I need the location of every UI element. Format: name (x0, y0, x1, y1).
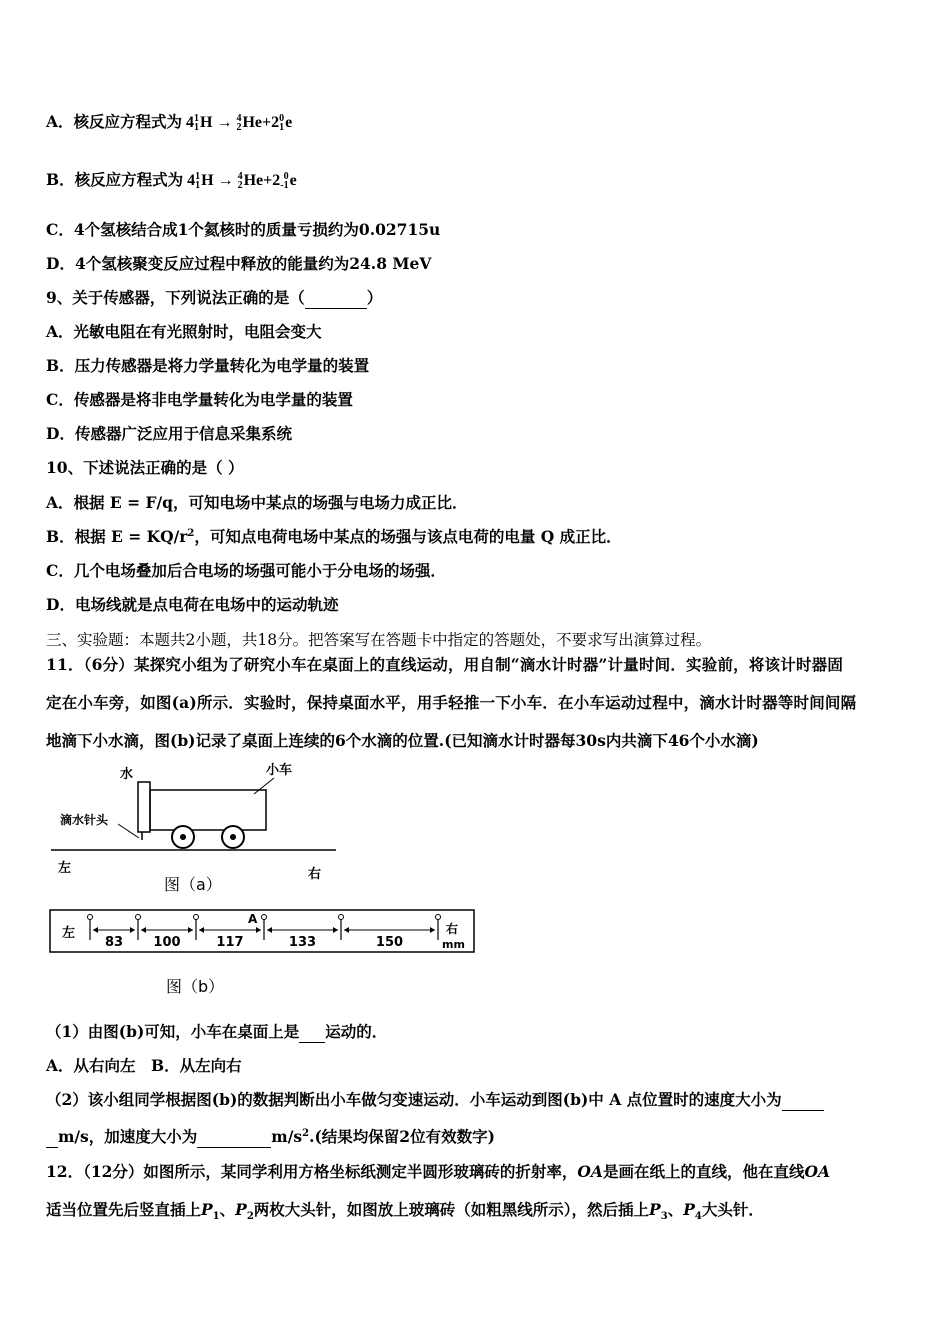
eq-sym: H (201, 172, 214, 189)
eq-iso (195, 172, 200, 190)
fig-b-right-label: 右 (446, 922, 459, 936)
q12-sep: 、 (219, 1200, 236, 1219)
q10-option-b-exponent: 2 (187, 527, 195, 539)
fig-a-needle-label: 滴水针头 (60, 813, 109, 827)
fig-b-point-a-label: A (248, 912, 258, 926)
eq-sym: e (289, 172, 297, 189)
eq-iso (280, 172, 288, 190)
eq-coef: 4 (186, 114, 195, 131)
fig-b-gap-label: 83 (104, 935, 124, 950)
q11-velocity-blank-start[interactable] (782, 1090, 824, 1111)
fig-b-gap-label: 150 (375, 935, 404, 950)
q9-option-c: C．传感器是将非电学量转化为电学量的装置 (46, 390, 353, 409)
fig-b-gap-label: 100 (153, 935, 181, 950)
eq-iso (236, 114, 241, 132)
fig-a-left-label: 左 (58, 861, 72, 876)
fig-a-water-container (138, 782, 150, 832)
fig-b-unit-label: mm (442, 938, 465, 951)
fig-b-drop-head (194, 915, 199, 920)
q8-option-b (46, 170, 297, 191)
eq-iso (238, 172, 243, 190)
q11-line-3: 地滴下小水滴，图(b)记录了桌面上连续的6个水滴的位置.(已知滴水计时器每30s内共滴下46个小水滴) (46, 731, 759, 750)
fig-b-drop-head (339, 915, 344, 920)
fig-a-cart-body (150, 790, 266, 830)
q11-sub-1-text: （1）由图(b)可知，小车在桌面上是 (46, 1022, 300, 1041)
q12-p1: P (201, 1200, 213, 1219)
fig-b-left-label: 左 (62, 926, 76, 941)
eq-z: 2 (237, 180, 243, 192)
fig-b-drops (88, 915, 441, 951)
fig-a-cart-leader (254, 778, 274, 794)
fig-b-gap-arrow (141, 927, 146, 933)
eq-coef: 4 (187, 172, 196, 189)
q12-oa-label: OA (804, 1162, 830, 1181)
q11-acceleration-unit: m/s (271, 1127, 303, 1146)
q11-sub-2-text-2: m/s，加速度大小为 (58, 1127, 198, 1146)
eq-sym: H (200, 114, 213, 131)
eq-coef: 2 (272, 172, 281, 189)
fig-b-gap-label: 117 (216, 935, 244, 950)
fig-b-drop-head (136, 915, 141, 920)
fig-b-gap-arrow (199, 927, 204, 933)
q10-option-a: A．根据 E = F/q，可知电场中某点的场强与电场力成正比． (46, 493, 468, 512)
fig-b-gap-label: 133 (288, 935, 317, 950)
q11-line-1: 11．（6分）某探究小组为了研究小车在桌面上的直线运动，用自制“滴水计时器”计量时间．实验前，将该计时器固 (46, 655, 844, 674)
eq-sym: He (243, 172, 264, 189)
q10-option-b-rest: ，可知点电荷电场中某点的场强与该点电荷的电量 Q 成正比． (194, 527, 622, 546)
eq-mass: 1 (195, 171, 201, 183)
q11-sub-2-text: （2）该小组同学根据图(b)的数据判断出小车做匀变速运动．小车运动到图(b)中 A 点位置时的速度大小为 (46, 1090, 782, 1109)
q12-line-2 (46, 1200, 764, 1223)
q10-option-b (46, 527, 622, 547)
fig-b-drop-head (436, 915, 441, 920)
fig-b-drop-head (262, 915, 267, 920)
q11-sub-1-text-end: 运动的． (325, 1022, 388, 1041)
q9-option-d: D．传感器广泛应用于信息采集系统 (46, 424, 292, 443)
q11-acceleration-unit-exponent: 2 (302, 1127, 310, 1139)
fig-b-gap-arrow (130, 927, 135, 933)
fig-b-gap-arrow (188, 927, 193, 933)
q11-sub-2-line-1 (46, 1090, 824, 1111)
q12-p4: P (683, 1200, 695, 1219)
q11-sub-2-line-2 (46, 1127, 495, 1148)
q8-option-a-equation (186, 113, 293, 134)
q12-p3-sub: 3 (660, 1211, 668, 1223)
q12-p4-sub: 4 (694, 1211, 702, 1223)
q8-option-c: C．4个氢核结合成1个氦核时的质量亏损约为0.02715u (46, 220, 441, 239)
eq-plus: + (263, 172, 273, 189)
q8-option-d: D．4个氢核聚变反应过程中释放的能量约为24.8 MeV (46, 254, 432, 273)
q11-line-2: 定在小车旁，如图(a)所示．实验时，保持桌面水平，用手轻推一下小车．在小车运动过程中，滴水计时器等时间间隔 (46, 693, 857, 712)
q10-option-c: C．几个电场叠加后合电场的场强可能小于分电场的场强． (46, 561, 446, 580)
fig-b-gap-arrow (267, 927, 272, 933)
figure-b-drop-positions (46, 900, 486, 1000)
fig-a-wheel-left-hub (180, 834, 186, 840)
eq-mass: 4 (237, 171, 243, 183)
q10-stem: 10、下述说法正确的是（ ） (46, 458, 244, 477)
eq-sym: He (242, 114, 263, 131)
eq-z: -1 (280, 180, 289, 192)
q12-text-5: 大头针． (701, 1200, 764, 1219)
q8-option-b-label: B．核反应方程式为 (46, 170, 184, 189)
eq-z: 1 (279, 122, 285, 134)
section-3-heading: 三、实验题：本题共2小题，共18分。把答案写在答题卡中指定的答题处，不要求写出演算过程。 (46, 631, 712, 649)
eq-mass: 4 (236, 113, 242, 125)
q10-option-d: D．电场线就是点电荷在电场中的运动轨迹 (46, 595, 339, 614)
fig-a-cart-label: 小车 (266, 763, 293, 778)
q11-sub-1 (46, 1022, 387, 1043)
q12-text-3: 适当位置先后竖直插上 (46, 1200, 202, 1219)
fig-b-drop-head (88, 915, 93, 920)
fig-b-gap-arrow (430, 927, 435, 933)
eq-mass: 0 (283, 171, 289, 183)
fig-b-gap-arrow (93, 927, 98, 933)
eq-z: 2 (236, 122, 242, 134)
q11-velocity-blank-end[interactable] (46, 1127, 58, 1148)
fig-a-needle-leader (118, 824, 139, 838)
q12-oa-label: OA (577, 1162, 603, 1181)
q12-sep: 、 (667, 1200, 684, 1219)
q9-option-b: B．压力传感器是将力学量转化为电学量的装置 (46, 356, 370, 375)
eq-sym: e (285, 114, 293, 131)
fig-a-right-label: 右 (308, 867, 322, 882)
q12-p1-sub: 1 (212, 1211, 220, 1223)
q11-acceleration-blank[interactable] (197, 1127, 271, 1148)
fig-a-water-label: 水 (120, 767, 134, 782)
fig-a-wheel-right-hub (230, 834, 236, 840)
fig-b-gap-arrow (333, 927, 338, 933)
fig-b-caption: 图（b） (166, 977, 225, 996)
q10-option-b-text: B．根据 E = KQ/r (46, 527, 188, 546)
q11-sub-1-options: A．从右向左 B．从左向右 (46, 1056, 242, 1075)
eq-iso (194, 114, 199, 132)
q12-line-1 (46, 1162, 830, 1182)
q12-p2-sub: 2 (246, 1211, 254, 1223)
eq-mass: 1 (194, 113, 200, 125)
eq-z: 1 (194, 122, 200, 134)
q11-sub-1-blank[interactable] (299, 1022, 325, 1043)
eq-coef: 2 (271, 114, 280, 131)
q8-option-a (46, 112, 292, 133)
eq-arrow: → (217, 172, 234, 189)
q8-option-b-equation (187, 171, 297, 192)
q9-stem-close: ） (366, 288, 383, 307)
q12-text-2: 是画在纸上的直线，他在直线 (602, 1162, 805, 1181)
eq-plus: + (262, 114, 272, 131)
q9-option-a: A．光敏电阻在有光照射时，电阻会变大 (46, 322, 322, 341)
fig-a-caption: 图（a） (164, 875, 222, 894)
q8-option-a-label: A．核反应方程式为 (46, 112, 183, 131)
fig-b-gap-arrow (256, 927, 261, 933)
eq-z: 1 (195, 180, 201, 192)
fig-b-gap-arrow (344, 927, 349, 933)
q12-p2: P (235, 1200, 247, 1219)
q12-text-4: 两枚大头针，如图放上玻璃砖（如粗黑线所示），然后插上 (253, 1200, 650, 1219)
q12-p3: P (649, 1200, 661, 1219)
q9-stem-text: 9、关于传感器，下列说法正确的是（ (46, 288, 305, 307)
q9-stem (46, 288, 382, 309)
eq-iso (279, 114, 284, 132)
figure-a-cart-diagram (46, 760, 346, 900)
q12-text-1: 12．（12分）如图所示，某同学利用方格坐标纸测定半圆形玻璃砖的折射率， (46, 1162, 578, 1181)
eq-mass: 0 (279, 113, 285, 125)
eq-arrow: → (216, 114, 233, 131)
q11-sub-2-note: .(结果均保留2位有效数字) (309, 1127, 495, 1146)
q9-answer-blank[interactable] (305, 288, 367, 309)
